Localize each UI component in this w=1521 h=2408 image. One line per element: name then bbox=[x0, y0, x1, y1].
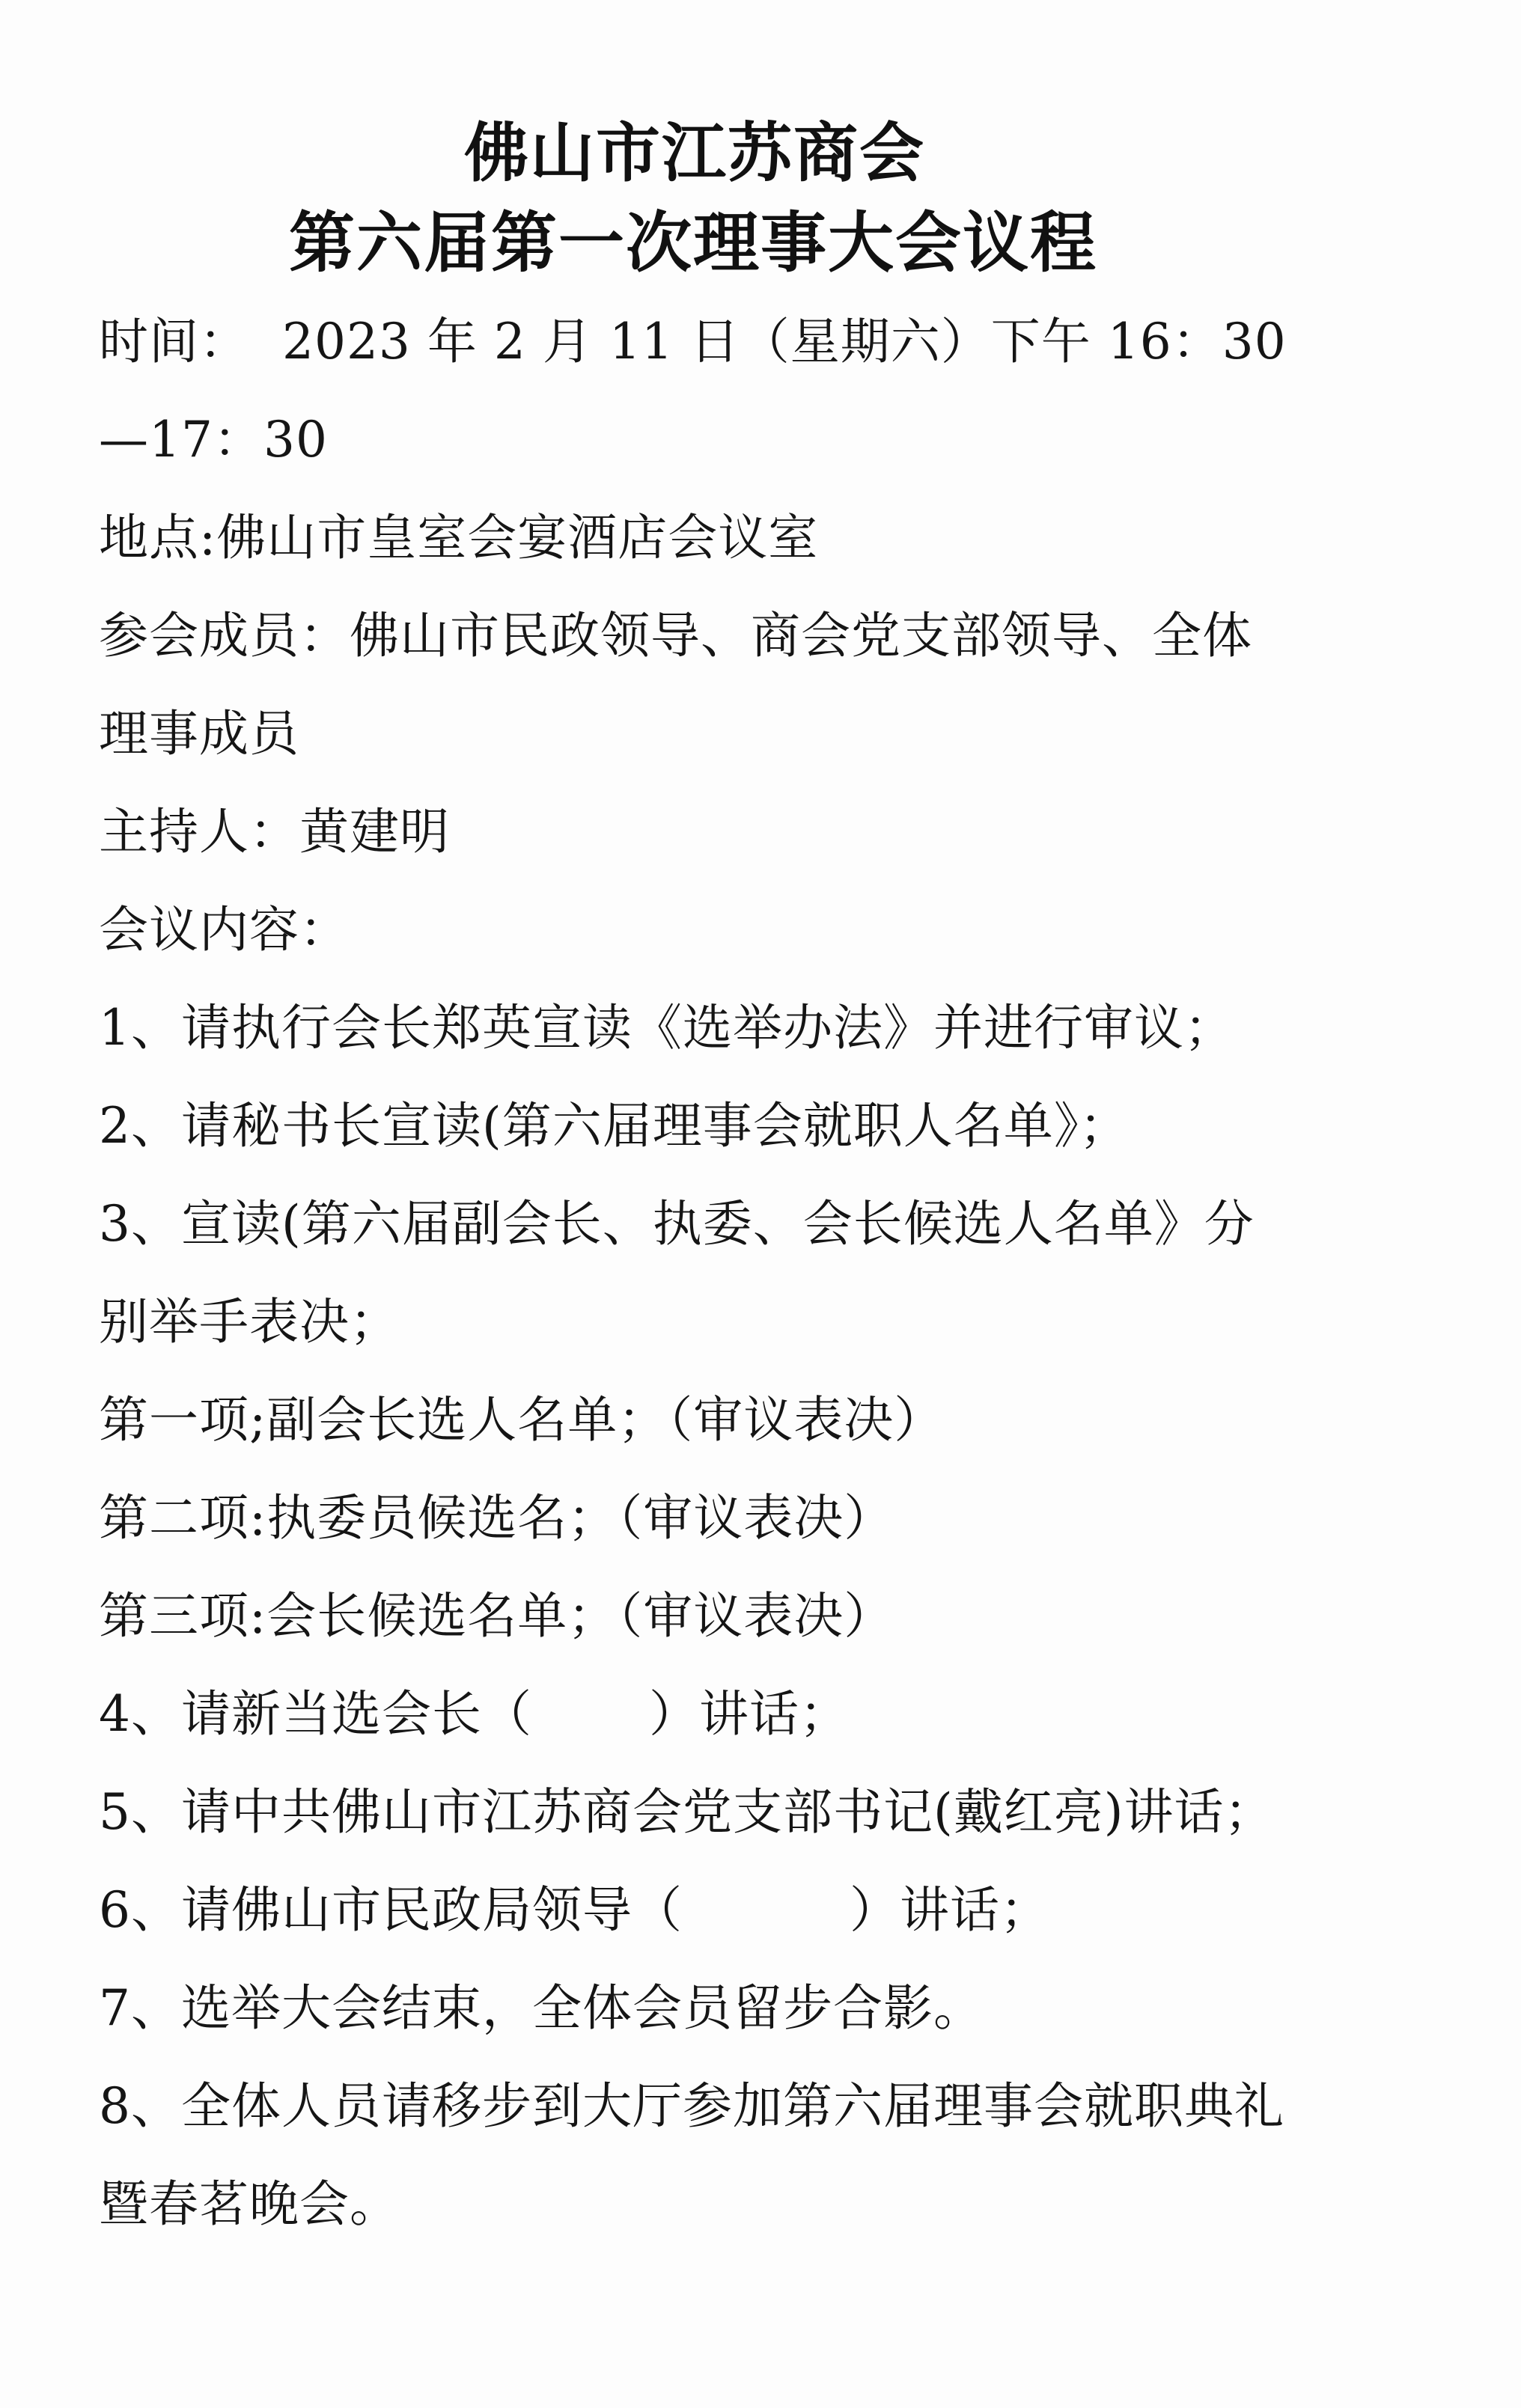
host-line: 主持人：黄建明 bbox=[99, 803, 450, 861]
agenda-item: 3、宣读(第六届副会长、执委、会长候选人名单》分 bbox=[99, 1195, 1255, 1253]
agenda-item: 2、请秘书长宣读(第六届理事会就职人名单》； bbox=[99, 1097, 1130, 1155]
agenda-item-continued: 暨春茗晚会。 bbox=[99, 2175, 400, 2233]
attendees-line-continued: 理事成员 bbox=[99, 705, 299, 763]
agenda-item: 7、选举大会结束，全体会员留步合影。 bbox=[99, 1979, 984, 2037]
agenda-sub-item: 第二项:执委员候选名；（审议表决） bbox=[99, 1489, 894, 1547]
agenda-item: 5、请中共佛山市江苏商会党支部书记(戴红亮)讲话； bbox=[99, 1783, 1275, 1841]
meeting-time-line: 时间： 2023 年 2 月 11 日（星期六）下午 16：30 bbox=[99, 313, 1287, 370]
document-body bbox=[99, 293, 1446, 2253]
attendees-line: 参会成员：佛山市民政领导、商会党支部领导、全体 bbox=[99, 607, 1252, 664]
document-title: 佛山市江苏商会 bbox=[464, 116, 925, 191]
agenda-item: 6、请佛山市民政局领导（ ）讲话； bbox=[99, 1881, 1050, 1939]
agenda-item: 1、请执行会长郑英宣读《选举办法》并进行审议； bbox=[99, 999, 1234, 1057]
agenda-heading: 会议内容： bbox=[99, 901, 350, 959]
meeting-time-line-continued: —17：30 bbox=[99, 411, 328, 468]
agenda-sub-item: 第三项:会长候选名单；（审议表决） bbox=[99, 1587, 894, 1645]
agenda-item-continued: 别举手表决； bbox=[99, 1293, 400, 1351]
document-subtitle: 第六届第一次理事大会议程 bbox=[289, 204, 1098, 281]
agenda-sub-item: 第一项;副会长选人名单；（审议表决） bbox=[99, 1391, 945, 1449]
agenda-item: 8、全体人员请移步到大厅参加第六届理事会就职典礼 bbox=[99, 2077, 1284, 2135]
agenda-item: 4、请新当选会长（ ）讲话； bbox=[99, 1685, 850, 1743]
meeting-location-line: 地点:佛山市皇室会宴酒店会议室 bbox=[99, 509, 819, 566]
